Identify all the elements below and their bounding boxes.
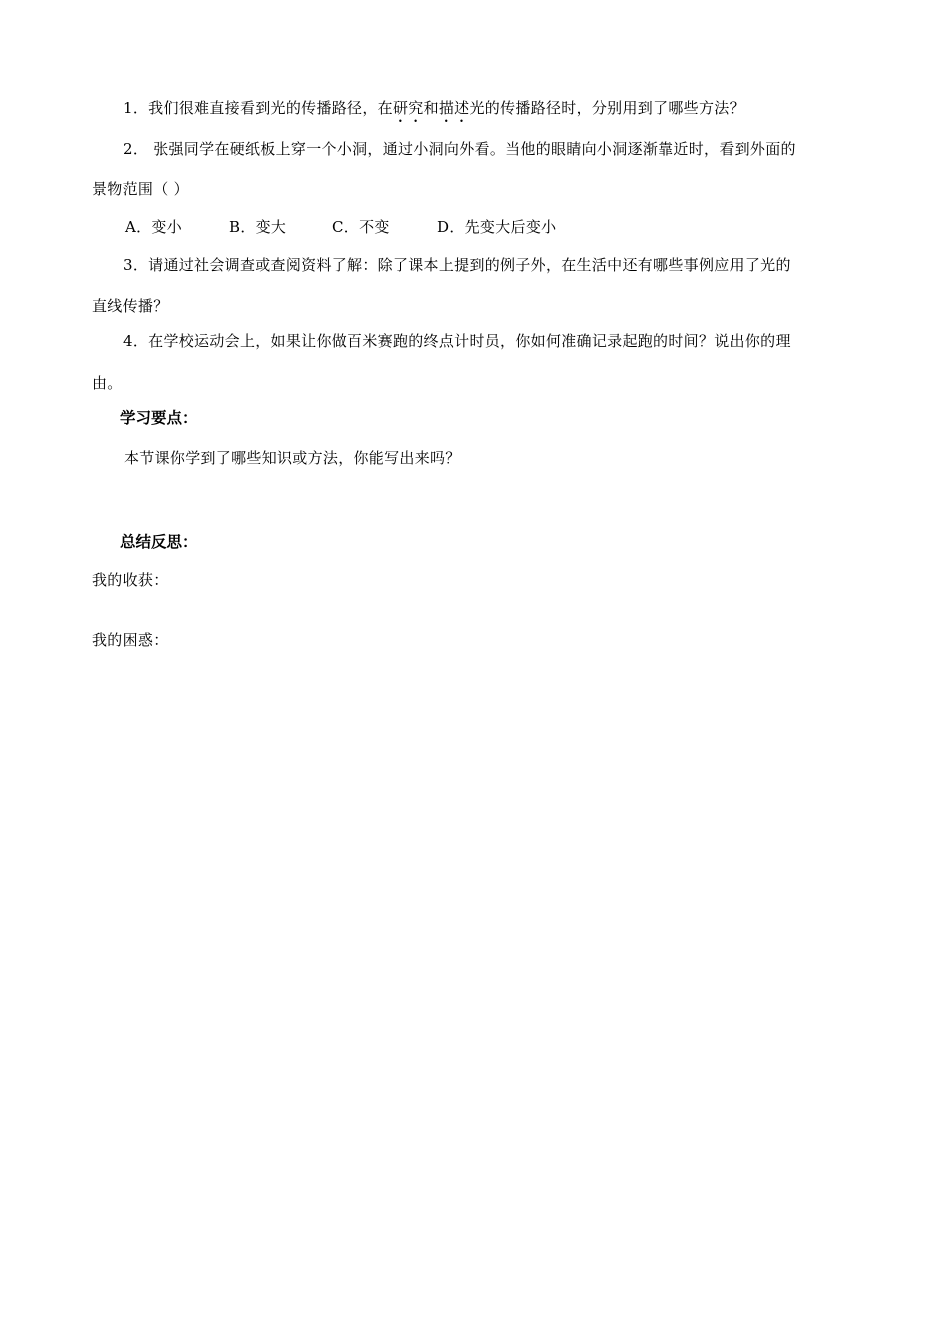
question-2-options [125, 217, 556, 237]
question-3-line-2: 直线传播？ [92, 297, 169, 315]
question-2-line-1: 2． 张强同学在硬纸板上穿一个小洞，通过小洞向外看。当他的眼睛向小洞逐渐靠近时，看到外面的 [123, 140, 796, 158]
my-confusions-label: 我的困惑： [92, 631, 169, 649]
option-d: D．先变大后变小 [437, 218, 557, 236]
question-4-line-2: 由。 [92, 374, 123, 392]
question-4-line-1: 4．在学校运动会上，如果让你做百米赛跑的终点计时员，你如何准确记录起跑的时间？说出你的理 [123, 332, 791, 350]
my-gains-label: 我的收获： [92, 571, 169, 589]
question-3-line-1: 3．请通过社会调查或查阅资料了解：除了课本上提到的例子外，在生活中还有哪些事例应用了光的 [123, 256, 791, 274]
option-a: A．变小 [125, 218, 183, 236]
key-points-prompt: 本节课你学到了哪些知识或方法，你能写出来吗？ [124, 449, 461, 467]
key-points-heading: 学习要点： [120, 409, 198, 427]
question-1-before: 1．我们很难直接看到光的传播路径，在 [123, 99, 393, 117]
option-c: C．不变 [332, 218, 390, 236]
question-2-line-2: 景物范围（ ） [92, 180, 189, 198]
option-b: B．变大 [229, 218, 287, 236]
reflection-heading: 总结反思： [120, 533, 198, 551]
question-1 [123, 98, 745, 126]
question-1-emphasis-research: 研究 [392, 99, 424, 117]
question-1-emphasis-describe: 描述 [438, 99, 470, 117]
question-1-middle: 和 [423, 99, 439, 117]
question-1-after: 光的传播路径时，分别用到了哪些方法？ [469, 99, 745, 117]
